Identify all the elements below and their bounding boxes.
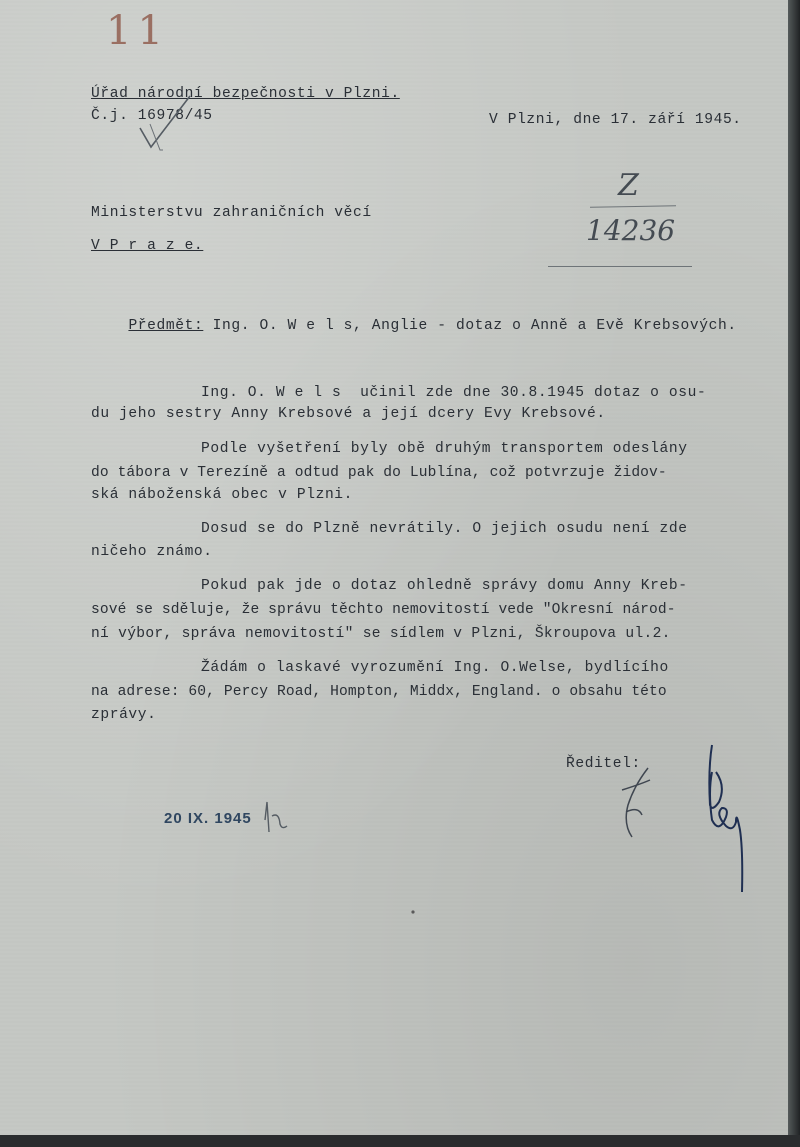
subject-text: Ing. O. W e l s, Anglie - dotaz o Anně a Evě Krebsových. xyxy=(203,318,737,334)
body-line-2: du jeho sestry Anny Krebsové a její dcery Evy Krebsové. xyxy=(91,406,606,422)
pencil-check-mark xyxy=(140,96,190,147)
scan-bottom-border xyxy=(0,1135,800,1147)
subject-label: Předmět: xyxy=(128,318,204,334)
small-initial-signature xyxy=(622,768,650,837)
body-line-11: Žádám o laskavé vyrozumění Ing. O.Welse, bydlícího xyxy=(201,660,669,676)
page-edge-shadow xyxy=(788,0,800,1147)
place-date: V Plzni, dne 17. září 1945. xyxy=(489,112,742,128)
body-line-7: ničeho známo. xyxy=(91,544,213,560)
recipient-ministry: Ministerstvu zahraničních věcí xyxy=(91,205,372,221)
body-line-10: ní výbor, správa nemovitostí" se sídlem v Plzni, Škroupova ul.2. xyxy=(91,626,671,642)
body-line-3: Podle vyšetření byly obě druhým transportem odeslány xyxy=(201,441,688,457)
corner-pencil-mark: 11 xyxy=(106,8,169,54)
body-line-13: zprávy. xyxy=(91,707,157,723)
office-name: Úřad národní bezpečnosti v Plzni. xyxy=(91,86,400,102)
signature-label: Ředitel: xyxy=(566,756,641,772)
received-date-stamp: 20 IX. 1945 xyxy=(164,810,252,827)
body-line-4: do tábora v Terezíně a odtud pak do Lublína, což potvrzuje židov- xyxy=(91,465,667,481)
body-line-8: Pokud pak jde o dotaz ohledně správy domu Anny Kreb- xyxy=(201,578,688,594)
registry-number: 14236 xyxy=(586,214,676,247)
registry-mark: Z xyxy=(618,168,639,203)
body-line-9: sové se sděluje, že správu těchto nemovitostí vede "Okresní národ- xyxy=(91,602,676,618)
ink-dot xyxy=(411,910,414,913)
stamp-initials xyxy=(265,802,287,832)
reference-number: Č.j. 16978/45 xyxy=(91,108,213,124)
body-line-5: ská náboženská obec v Plzni. xyxy=(91,487,354,503)
body-line-12: na adrese: 60, Percy Road, Hompton, Middx, England. o obsahu této xyxy=(91,684,667,700)
body-line-1: Ing. O. W e l s učinil zde dne 30.8.1945 dotaz o osu- xyxy=(201,385,707,401)
director-signature xyxy=(709,745,742,892)
recipient-city: V P r a z e. xyxy=(91,238,204,254)
body-line-6: Dosud se do Plzně nevrátily. O jejich osudu není zde xyxy=(201,521,688,537)
